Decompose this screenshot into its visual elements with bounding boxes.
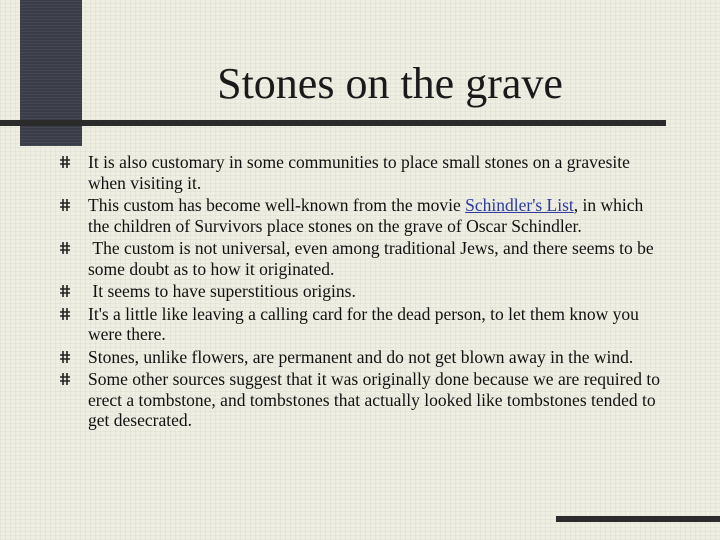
hash-bullet-icon [60,308,70,320]
bullet-text: It seems to have superstitious origins. [88,281,356,301]
bullet-item [60,281,660,302]
bullet-item [60,369,660,431]
bullet-item [60,347,660,368]
footer-divider [556,516,720,522]
hash-bullet-icon [60,242,70,254]
hash-bullet-icon [60,199,70,211]
bullet-text: The custom is not universal, even among traditional Jews, and there seems to be some doubt as to how it originated. [88,238,659,279]
hash-bullet-icon [60,351,70,363]
hash-bullet-icon [60,285,70,297]
bullet-item [60,238,660,279]
bullet-text: It is also customary in some communities to place small stones on a gravesite when visiting it. [88,152,630,193]
bullet-item [60,195,660,236]
bullet-text-post: , in which the children of Survivors place stones on the grave of Oscar Schindler. [88,195,644,236]
hash-bullet-icon [60,156,70,168]
bullet-item [60,152,660,193]
schindlers-list-link[interactable]: Schindler's List [465,195,574,215]
bullet-item [60,304,660,345]
bullet-text-pre: This custom has become well-known from the movie [88,195,466,215]
bullet-text: It's a little like leaving a calling card for the dead person, to let them know you were there. [88,303,639,344]
bullet-list [60,152,660,433]
bullet-text: Some other sources suggest that it was originally done because we are required to erect a tombstone, and tombstones that actually looked like tombstones tended to get desecrated. [88,369,660,430]
hash-bullet-icon [60,373,70,385]
slide-title: Stones on the grave [217,59,563,108]
title-divider [0,120,666,126]
bullet-text: Stones, unlike flowers, are permanent and do not get blown away in the wind. [88,346,634,367]
